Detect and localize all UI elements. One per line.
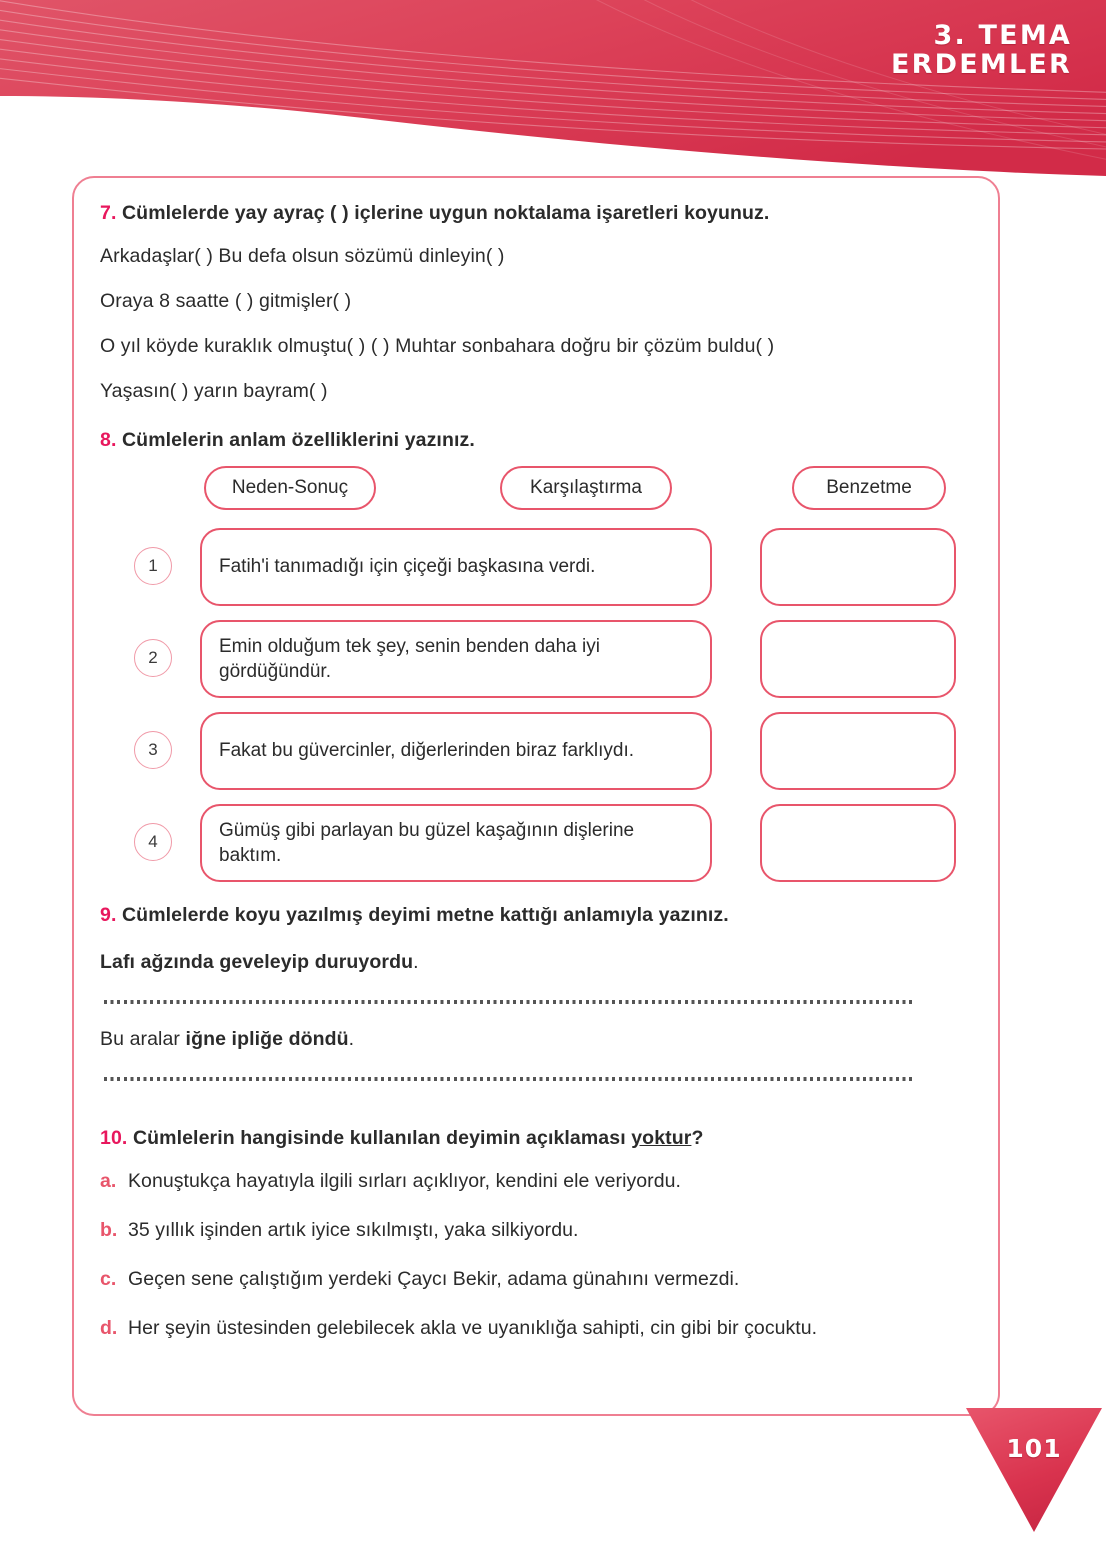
option-d[interactable]: [100, 1317, 972, 1340]
question-7-sentences: [100, 245, 972, 403]
q8-sentence-text: Fatih'i tanımadığı için çiçeği başkasına verdi.: [219, 556, 596, 578]
q8-sentence-text: Gümüş gibi parlayan bu güzel kaşağının dişlerine baktım.: [219, 819, 635, 866]
question-10-number: 10.: [100, 1127, 128, 1149]
q9-sentence: [100, 1028, 972, 1051]
option-letter: c.: [100, 1268, 117, 1290]
option-text: Her şeyin üstesinden gelebilecek akla ve uyanıklığa sahipti, cin gibi bir çocuktu.: [128, 1317, 818, 1339]
page-number-text: 101: [1006, 1434, 1062, 1463]
question-8-heading: [100, 429, 972, 452]
option-a[interactable]: [100, 1170, 972, 1193]
q8-answer-box[interactable]: [760, 712, 956, 790]
category-pill-karsilastirma[interactable]: [500, 466, 672, 510]
theme-line-2: ERDEMLER: [891, 48, 1072, 80]
row-number-badge: 4: [134, 823, 172, 861]
option-text: 35 yıllık işinden artık iyice sıkılmıştı, yaka silkiyordu.: [128, 1219, 579, 1241]
row-number-badge: 3: [134, 731, 172, 769]
question-8-rows: [100, 528, 972, 882]
question-10-heading-after: ?: [691, 1127, 704, 1149]
q8-sentence-box: [200, 620, 712, 698]
category-pill-row: [100, 466, 972, 514]
question-10-options: [100, 1170, 972, 1340]
option-text: Geçen sene çalıştığım yerdeki Çaycı Bekir, adama günahını vermezdi.: [128, 1268, 740, 1290]
q9-plain-suffix: .: [413, 951, 419, 973]
option-letter: d.: [100, 1317, 118, 1339]
q8-answer-box[interactable]: [760, 620, 956, 698]
q9-sentence: [100, 951, 972, 974]
q7-sentence[interactable]: O yıl köyde kuraklık olmuştu( ) ( ) Muhtar sonbahara doğru bir çözüm buldu( ): [100, 335, 775, 357]
question-8-heading-text: Cümlelerin anlam özelliklerini yazınız.: [122, 429, 475, 451]
q8-row: [100, 620, 972, 698]
category-pill-label: Benzetme: [826, 477, 912, 498]
q8-answer-box[interactable]: [760, 804, 956, 882]
question-9-heading-text: Cümlelerde koyu yazılmış deyimi metne kattığı anlamıyla yazınız.: [122, 904, 729, 926]
category-pill-label: Neden-Sonuç: [231, 477, 349, 498]
question-7-heading-text: Cümlelerde yay ayraç ( ) içlerine uygun noktalama işaretleri koyunuz.: [122, 202, 770, 224]
question-7-number: 7.: [100, 202, 117, 224]
page-header-banner: [0, 0, 1106, 200]
row-number-badge: 1: [134, 547, 172, 585]
option-text: Konuştukça hayatıyla ilgili sırları açıklıyor, kendini ele veriyordu.: [128, 1170, 681, 1192]
category-pill-benzetme[interactable]: [792, 466, 946, 510]
q8-row: [100, 712, 972, 790]
question-8-number: 8.: [100, 429, 117, 451]
question-10-heading: [100, 1127, 972, 1150]
q8-row: [100, 804, 972, 882]
option-c[interactable]: [100, 1268, 972, 1291]
q7-sentence[interactable]: Arkadaşlar( ) Bu defa olsun sözümü dinleyin( ): [100, 245, 505, 267]
q8-sentence-box: [200, 528, 712, 606]
q8-row: [100, 528, 972, 606]
q9-idiom: Lafı ağzında geveleyip duruyordu: [100, 951, 414, 973]
q8-answer-box[interactable]: [760, 528, 956, 606]
option-letter: b.: [100, 1219, 118, 1241]
worksheet-panel: [72, 176, 1000, 1416]
q9-answer-line[interactable]: [104, 1077, 916, 1081]
q7-sentence[interactable]: Oraya 8 saatte ( ) gitmişler( ): [100, 290, 352, 312]
question-10-heading-underlined: yoktur: [631, 1127, 692, 1149]
q8-sentence-box: [200, 712, 712, 790]
theme-title: [891, 22, 1072, 79]
row-number-badge: 2: [134, 639, 172, 677]
option-letter: a.: [100, 1170, 117, 1192]
theme-line-1: 3. TEMA: [933, 20, 1072, 51]
q9-idiom: iğne ipliğe döndü: [185, 1028, 349, 1050]
question-9-heading: [100, 904, 972, 927]
q7-sentence[interactable]: Yaşasın( ) yarın bayram( ): [100, 380, 328, 402]
q9-plain-prefix: Bu aralar: [100, 1028, 186, 1050]
q8-sentence-text: Emin olduğum tek şey, senin benden daha iyi gördüğündür.: [219, 635, 600, 682]
page-number-badge: [966, 1408, 1102, 1532]
triangle-shape: [966, 1408, 1102, 1532]
category-pill-label: Karşılaştırma: [530, 477, 642, 498]
question-9-number: 9.: [100, 904, 117, 926]
category-pill-neden-sonuc[interactable]: [204, 466, 376, 510]
q8-sentence-box: [200, 804, 712, 882]
question-10-heading-before: Cümlelerin hangisinde kullanılan deyimin açıklaması: [132, 1127, 632, 1149]
q8-sentence-text: Fakat bu güvercinler, diğerlerinden biraz farklıydı.: [219, 740, 635, 762]
option-b[interactable]: [100, 1219, 972, 1242]
q9-answer-line[interactable]: [104, 1000, 916, 1004]
question-7-heading: [100, 202, 972, 225]
q9-plain-suffix: .: [348, 1028, 355, 1050]
